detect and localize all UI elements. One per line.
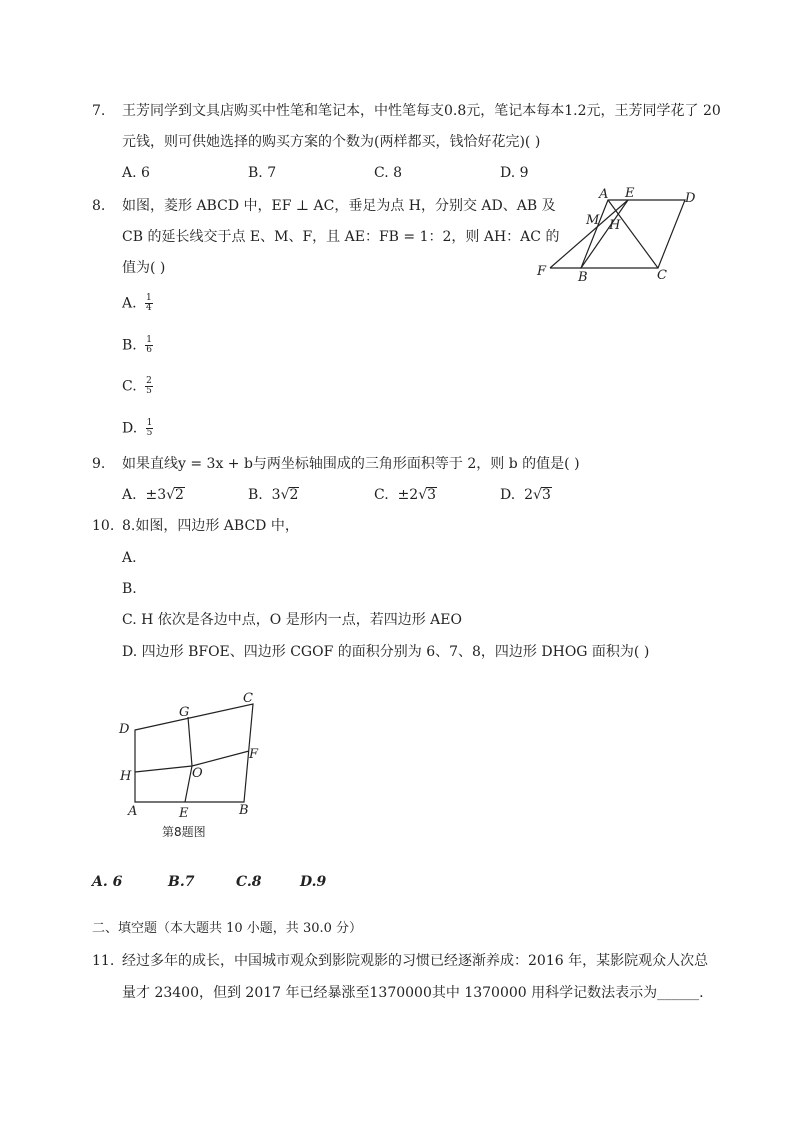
q8-line3: 值为( ): [122, 260, 166, 276]
fraction: [145, 377, 153, 396]
section-title-fill-in: 二、填空题（本大题共 10 小题，共 30.0 分）: [92, 921, 363, 936]
q8-option-c: [122, 377, 153, 396]
option-label: C.: [374, 487, 389, 503]
option-label: B.: [122, 337, 137, 354]
label-o: O: [192, 766, 203, 781]
label-h: H: [609, 218, 621, 233]
q9-option-a: A. ±3√2: [122, 487, 184, 503]
denominator: 5: [146, 428, 153, 438]
label-c: C: [657, 268, 667, 283]
line-ef: [550, 200, 628, 268]
coefficient: ±2: [397, 487, 419, 503]
option-label: D.: [122, 420, 138, 437]
radicand: 3: [541, 487, 551, 503]
numerator: 1: [146, 418, 153, 428]
q10-option-a: A.: [122, 550, 137, 566]
q9-number: 9.: [92, 456, 106, 472]
q10-answer-d: D.9: [300, 874, 327, 890]
q9-option-d: D. 2√3: [500, 487, 551, 503]
label-d: D: [685, 191, 696, 206]
q8-number: 8.: [92, 198, 106, 214]
label-e: E: [179, 806, 189, 821]
q10-option-b: B.: [122, 581, 137, 597]
q9-line1: 如果直线y = 3x + b与两坐标轴围成的三角形面积等于 2，则 b 的值是( ): [122, 456, 580, 472]
option-label: D.: [500, 487, 516, 503]
q11-line2: 量才 23400，但到 2017 年已经暴涨至1370000其中 1370000 用科学记数法表示为______.: [122, 985, 704, 1001]
fraction: [145, 294, 153, 313]
label-m: M: [586, 213, 600, 228]
option-label: B.: [248, 487, 263, 503]
coefficient: 3: [271, 487, 281, 503]
label-a: A: [128, 804, 138, 819]
q7-option-c: C. 8: [374, 165, 403, 181]
numerator: 1: [146, 335, 152, 345]
radicand: 2: [175, 487, 184, 503]
q7-option-a: A. 6: [122, 165, 150, 181]
q10-answer-a: A. 6: [92, 874, 123, 890]
q7-number: 7.: [92, 103, 106, 119]
q8-option-d: [122, 419, 153, 438]
q10-answer-c: C.8: [236, 874, 262, 890]
q11-line1: 经过多年的成长，中国城市观众到影院观影的习惯已经逐渐养成：2016 年，某影院观众人次总: [122, 953, 709, 969]
q7-option-d: D. 9: [500, 165, 529, 181]
radicand: 2: [289, 487, 299, 503]
q8-option-b: [122, 336, 153, 355]
label-b: B: [239, 803, 249, 818]
radicand: 3: [427, 487, 437, 503]
option-label: A.: [122, 487, 137, 503]
denominator: 6: [146, 345, 152, 355]
q10-line1: 8.如图，四边形 ABCD 中，: [122, 518, 299, 534]
q7-line1: 王芳同学到文具店购买中性笔和笔记本，中性笔每支0.8元，笔记本每本1.2元，王芳同学花了 20: [122, 103, 721, 119]
q7-line2: 元钱，则可供她选择的购买方案的个数为(两样都买，钱恰好花完)( ): [122, 134, 541, 150]
q8-line2: CB 的延长线交于点 E、M、F，且 AE：FB = 1：2，则 AH：AC 的: [122, 229, 560, 245]
numerator: 1: [146, 293, 152, 303]
label-a: A: [599, 187, 609, 202]
label-h: H: [120, 769, 132, 784]
q10-option-c: C. H 依次是各边中点，O 是形内一点，若四边形 AEO: [122, 612, 462, 628]
quadrilateral-abcd: [135, 704, 253, 802]
option-label: C.: [122, 378, 137, 395]
label-f: F: [249, 747, 259, 762]
q8-option-a: [122, 294, 153, 313]
label-e: E: [625, 186, 635, 201]
q9-option-c: C. ±2√3: [374, 487, 437, 503]
q10-option-d: D. 四边形 BFOE、四边形 CGOF 的面积分别为 6、7、8，四边形 DHOG 面积为( ): [122, 644, 650, 660]
coefficient: 2: [524, 487, 534, 503]
segment-g-o-e: [185, 717, 192, 802]
q10-number: 10.: [92, 518, 115, 534]
q10-answer-b: B.7: [168, 874, 195, 890]
numerator: 2: [146, 376, 152, 386]
fraction: [145, 336, 153, 355]
denominator: 4: [146, 303, 152, 313]
q10-quadrilateral-figure: [110, 688, 270, 843]
q9-option-b: B. 3√2: [248, 487, 299, 503]
label-d: D: [119, 722, 130, 737]
fraction: [146, 419, 154, 438]
q10-figure-caption: 第8题图: [162, 825, 206, 839]
q8-rhombus-figure: [530, 182, 710, 287]
label-g: G: [179, 705, 190, 720]
coefficient: ±3: [145, 487, 167, 503]
q11-number: 11.: [92, 953, 115, 969]
label-c: C: [243, 691, 253, 706]
label-b: B: [578, 270, 588, 285]
label-f: F: [537, 264, 547, 279]
q8-line1: 如图，菱形 ABCD 中，EF ⊥ AC，垂足为点 H，分别交 AD、AB 及: [122, 198, 556, 214]
q7-option-b: B. 7: [248, 165, 277, 181]
option-label: A.: [122, 295, 137, 312]
denominator: 5: [146, 386, 152, 396]
